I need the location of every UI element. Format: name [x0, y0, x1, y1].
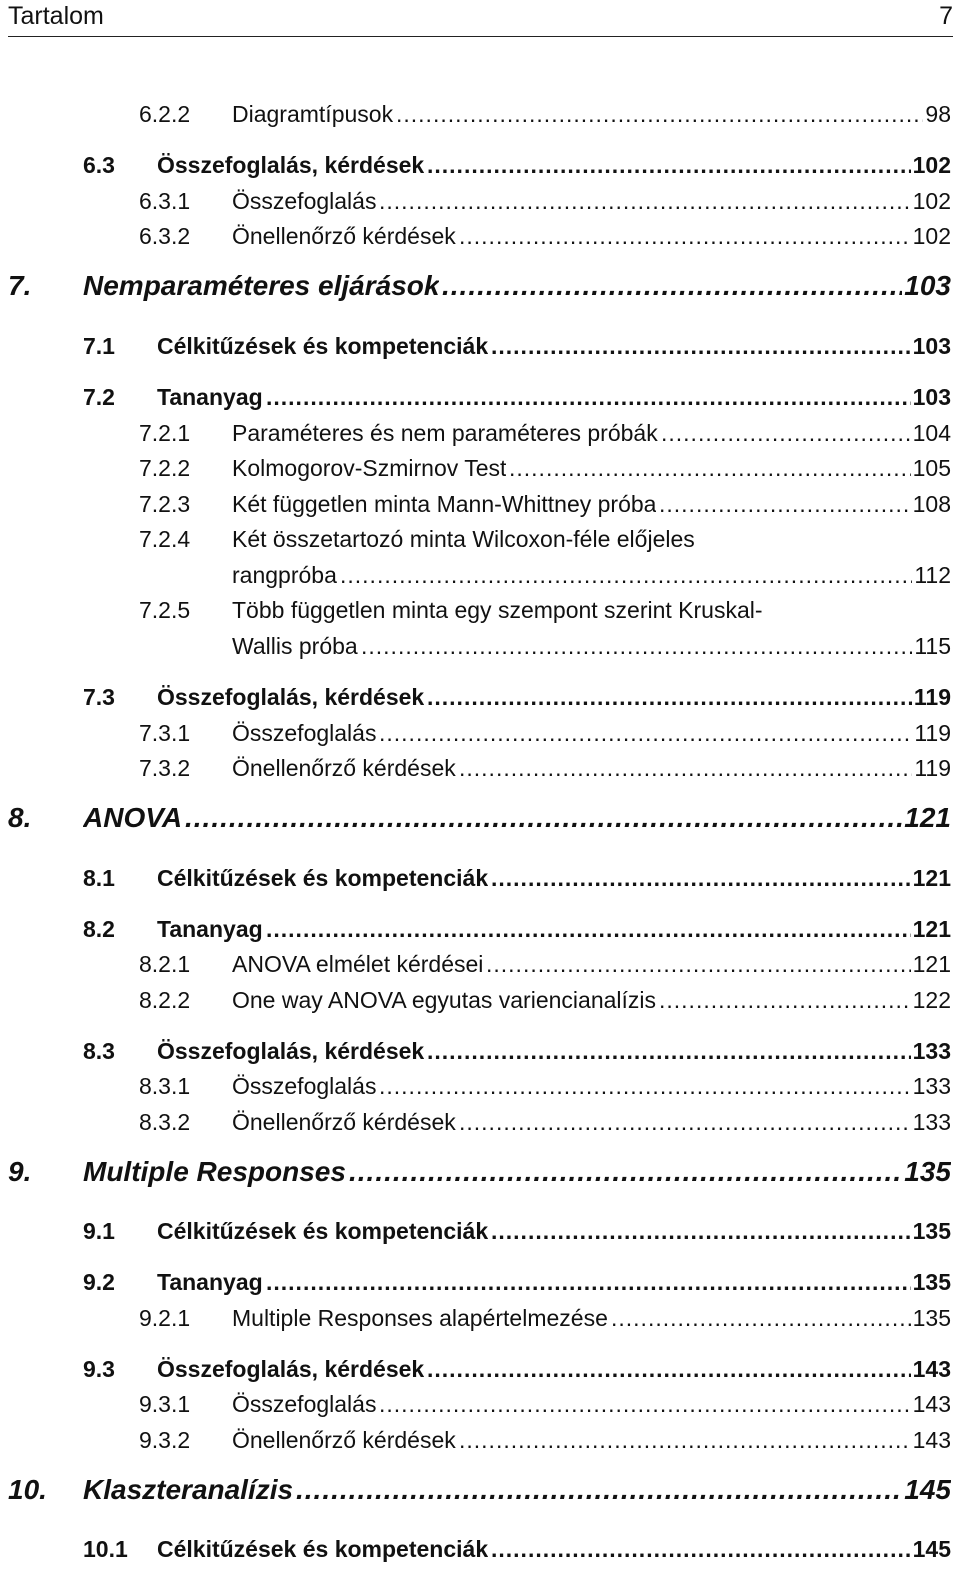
- toc-entry-page: 119: [914, 720, 951, 746]
- toc-entry-title: Multiple Responses alapértelmezése: [232, 1305, 608, 1331]
- toc-entry-title: Nemparaméteres eljárások: [83, 270, 440, 301]
- toc-entry-title-continued: Wallis próba: [232, 633, 358, 659]
- toc-entry-page: 108: [912, 491, 951, 517]
- toc-entry-title: Önellenőrző kérdések: [232, 223, 456, 249]
- toc-entry-line: [0, 1352, 960, 1388]
- toc-entry-title-continued: rangpróba: [232, 562, 337, 588]
- toc-entry-line: [0, 802, 960, 838]
- toc-entry-line: [0, 416, 960, 452]
- toc-entry-title: Két összetartozó minta Wilcoxon-féle előjeles: [232, 526, 695, 552]
- toc-entry-line: [0, 148, 960, 184]
- toc-entry-page: 121: [904, 802, 951, 833]
- toc-entry-number: 8.3.2: [139, 1109, 191, 1135]
- page-header: [8, 0, 953, 37]
- toc-entry-line: [0, 522, 960, 558]
- toc-entry-page: 122: [912, 987, 951, 1013]
- toc-entry-line: [0, 1474, 960, 1510]
- toc-entry-line: [0, 716, 960, 752]
- toc-entry-number: 9.3.1: [139, 1391, 191, 1417]
- toc-entry-page: 115: [914, 633, 951, 659]
- toc-entry-line: [0, 1214, 960, 1250]
- toc-entry-number: 10.: [8, 1474, 47, 1505]
- toc-entry-title: Összefoglalás: [232, 720, 377, 746]
- toc-entry-line: [0, 629, 960, 665]
- toc-dot-leader: [491, 865, 911, 892]
- toc-dot-leader: [661, 420, 911, 447]
- toc-dot-leader: [459, 1109, 911, 1136]
- toc-dot-leader: [340, 562, 912, 589]
- toc-entry-page: 133: [912, 1109, 951, 1135]
- toc-entry-line: [0, 219, 960, 255]
- toc-entry-number: 8.3: [83, 1038, 115, 1064]
- toc-entry-line: [0, 947, 960, 983]
- toc-entry-title: Klaszteranalízis: [83, 1474, 294, 1505]
- toc-entry-line: [0, 558, 960, 594]
- toc-entry-title: Két független minta Mann-Whittney próba: [232, 491, 657, 517]
- toc-entry-number: 6.3: [83, 152, 115, 178]
- toc-entry-title: ANOVA: [83, 802, 183, 833]
- toc-dot-leader: [427, 152, 911, 179]
- toc-entry-number: 7.2.2: [139, 455, 191, 481]
- toc-dot-leader: [379, 1391, 911, 1418]
- toc-entry-line: [0, 912, 960, 948]
- toc-dot-leader: [266, 384, 911, 411]
- toc-entry-page: 135: [912, 1269, 951, 1295]
- toc-entry-line: [0, 861, 960, 897]
- toc-entry-title: Összefoglalás, kérdések: [157, 1038, 425, 1064]
- toc-entry-page: 102: [912, 152, 951, 178]
- toc-entry-title: Összefoglalás: [232, 1391, 377, 1417]
- toc-entry-title: Célkitűzések és kompetenciák: [157, 1218, 489, 1244]
- toc-entry-title: ANOVA elmélet kérdései: [232, 951, 484, 977]
- toc-dot-leader: [266, 1269, 911, 1296]
- toc-entry-page: 135: [904, 1156, 951, 1187]
- toc-entry-title: Összefoglalás, kérdések: [157, 152, 425, 178]
- toc-entry-page: 143: [912, 1427, 951, 1453]
- toc-entry-page: 121: [912, 865, 951, 891]
- toc-dot-leader: [379, 188, 911, 215]
- toc-entry-number: 7.3: [83, 684, 115, 710]
- toc-dot-leader: [491, 1536, 911, 1563]
- toc-entry-number: 9.3.2: [139, 1427, 191, 1453]
- toc-entry-number: 7.2.5: [139, 597, 191, 623]
- toc-entry-line: [0, 1301, 960, 1337]
- toc-dot-leader: [509, 455, 911, 482]
- toc-entry-number: 7.3.1: [139, 720, 191, 746]
- toc-dot-leader: [185, 802, 902, 834]
- toc-entry-title: Célkitűzések és kompetenciák: [157, 333, 489, 359]
- toc-entry-page: 119: [914, 755, 951, 781]
- toc-dot-leader: [611, 1305, 911, 1332]
- toc-entry-title: One way ANOVA egyutas variencianalízis: [232, 987, 657, 1013]
- toc-entry-title: Önellenőrző kérdések: [232, 755, 456, 781]
- toc-entry-number: 7.2.4: [139, 526, 191, 552]
- toc-entry-page: 105: [912, 455, 951, 481]
- toc-entry-page: 121: [912, 916, 951, 942]
- toc-entry-title: Kolmogorov-Szmirnov Test: [232, 455, 507, 481]
- toc-entry-page: 103: [904, 270, 951, 301]
- toc-entry-number: 6.2.2: [139, 101, 191, 127]
- toc-entry-number: 7.3.2: [139, 755, 191, 781]
- toc-dot-leader: [427, 1038, 911, 1065]
- toc-dot-leader: [486, 951, 911, 978]
- toc-dot-leader: [659, 987, 911, 1014]
- toc-dot-leader: [459, 755, 912, 782]
- toc-entry-page: 112: [914, 562, 951, 588]
- toc-entry-number: 7.1: [83, 333, 115, 359]
- toc-entry-page: 104: [912, 420, 951, 446]
- toc-entry-line: [0, 1105, 960, 1141]
- toc-entry-line: [0, 751, 960, 787]
- toc-dot-leader: [396, 101, 923, 128]
- toc-entry-line: [0, 270, 960, 306]
- toc-dot-leader: [427, 1356, 911, 1383]
- toc-entry-title: Multiple Responses: [83, 1156, 346, 1187]
- toc-entry-line: [0, 1156, 960, 1192]
- toc-entry-line: [0, 1069, 960, 1105]
- toc-entry-number: 8.: [8, 802, 32, 833]
- toc-entry-line: [0, 97, 960, 133]
- toc-entry-line: [0, 487, 960, 523]
- toc-entry-number: 9.2.1: [139, 1305, 191, 1331]
- toc-entry-page: 145: [904, 1474, 951, 1505]
- toc-entry-title: Összefoglalás: [232, 188, 377, 214]
- toc-dot-leader: [379, 1073, 911, 1100]
- toc-entry-page: 143: [912, 1356, 951, 1382]
- toc-dot-leader: [296, 1474, 902, 1506]
- toc-dot-leader: [442, 270, 902, 302]
- toc-entry-number: 9.2: [83, 1269, 115, 1295]
- toc-entry-line: [0, 1387, 960, 1423]
- toc-entry-line: [0, 1034, 960, 1070]
- header-page-number: 7: [939, 2, 953, 30]
- toc-entry-number: 8.2.1: [139, 951, 191, 977]
- toc-dot-leader: [266, 916, 911, 943]
- toc-entry-title: Paraméteres és nem paraméteres próbák: [232, 420, 658, 446]
- toc-entry-title: Több független minta egy szempont szerint Kruskal-: [232, 597, 763, 623]
- toc-entry-line: [0, 1423, 960, 1459]
- toc-entry-line: [0, 380, 960, 416]
- toc-entry-page: 103: [912, 333, 951, 359]
- toc-entry-page: 98: [925, 101, 951, 127]
- toc-entry-title: Tananyag: [157, 384, 263, 410]
- toc-entry-number: 7.2.1: [139, 420, 191, 446]
- toc-entry-title: Összefoglalás, kérdések: [157, 684, 425, 710]
- toc-entry-title: Önellenőrző kérdések: [232, 1427, 456, 1453]
- toc-dot-leader: [459, 223, 911, 250]
- toc-entry-title: Önellenőrző kérdések: [232, 1109, 456, 1135]
- toc-dot-leader: [459, 1427, 911, 1454]
- toc-entry-title: Diagramtípusok: [232, 101, 394, 127]
- toc-dot-leader: [491, 1218, 911, 1245]
- toc-entry-page: 133: [912, 1073, 951, 1099]
- toc-entry-number: 7.2.3: [139, 491, 191, 517]
- toc-entry-number: 7.: [8, 270, 32, 301]
- toc-entry-page: 135: [912, 1218, 951, 1244]
- toc-entry-title: Összefoglalás: [232, 1073, 377, 1099]
- header-title: Tartalom: [8, 2, 104, 30]
- toc-dot-leader: [491, 333, 911, 360]
- toc-entry-page: 145: [912, 1536, 951, 1562]
- toc-entry-line: [0, 184, 960, 220]
- toc-entry-page: 135: [912, 1305, 951, 1331]
- toc-entry-line: [0, 593, 960, 629]
- toc-entry-number: 8.3.1: [139, 1073, 191, 1099]
- toc-entry-page: 119: [913, 684, 951, 710]
- toc-entry-number: 7.2: [83, 384, 115, 410]
- toc-entry-number: 8.1: [83, 865, 115, 891]
- toc-entry-page: 102: [912, 188, 951, 214]
- toc-entry-number: 6.3.1: [139, 188, 191, 214]
- toc-entry-line: [0, 329, 960, 365]
- toc-entry-number: 9.: [8, 1156, 32, 1187]
- toc-entry-title: Tananyag: [157, 1269, 263, 1295]
- toc-entry-line: [0, 983, 960, 1019]
- toc-entry-number: 6.3.2: [139, 223, 191, 249]
- toc-entry-title: Célkitűzések és kompetenciák: [157, 1536, 489, 1562]
- toc-dot-leader: [427, 684, 912, 711]
- toc-entry-number: 8.2: [83, 916, 115, 942]
- toc-entry-page: 121: [912, 951, 951, 977]
- toc-entry-number: 9.3: [83, 1356, 115, 1382]
- toc-entry-page: 133: [912, 1038, 951, 1064]
- toc-entry-page: 143: [912, 1391, 951, 1417]
- toc-entry-line: [0, 680, 960, 716]
- toc-entry-line: [0, 1265, 960, 1301]
- toc-entry-line: [0, 1532, 960, 1568]
- toc-dot-leader: [659, 491, 911, 518]
- toc-dot-leader: [349, 1156, 902, 1188]
- toc-entry-number: 9.1: [83, 1218, 115, 1244]
- toc-entry-page: 102: [912, 223, 951, 249]
- toc-dot-leader: [379, 720, 912, 747]
- toc-entry-number: 8.2.2: [139, 987, 191, 1013]
- toc-entry-line: [0, 451, 960, 487]
- toc-entry-title: Célkitűzések és kompetenciák: [157, 865, 489, 891]
- toc-dot-leader: [361, 633, 912, 660]
- toc-entry-title: Tananyag: [157, 916, 263, 942]
- toc-entry-page: 103: [912, 384, 951, 410]
- toc-entry-title: Összefoglalás, kérdések: [157, 1356, 425, 1382]
- toc-entry-number: 10.1: [83, 1536, 128, 1562]
